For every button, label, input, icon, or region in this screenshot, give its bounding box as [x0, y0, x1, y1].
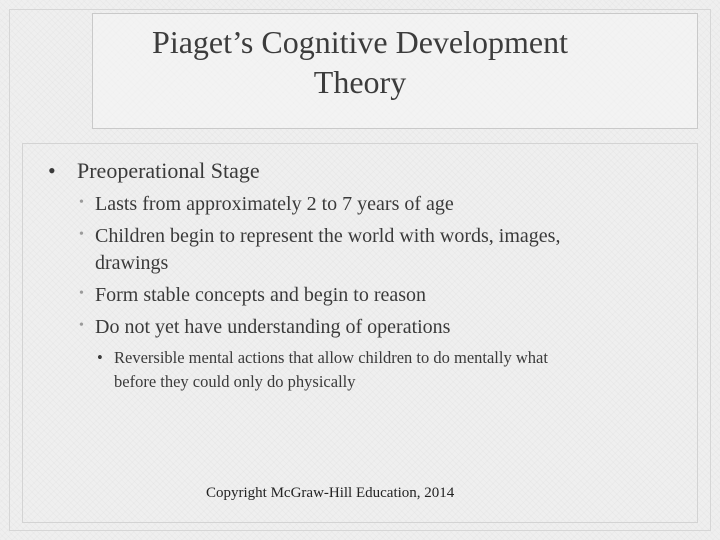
sub-sub-bullet-reversible-line2: before they could only do physically	[114, 372, 356, 391]
title-line-2: Theory	[313, 64, 407, 100]
sub-bullet-marker: •	[79, 286, 84, 301]
sub-bullet-age-range: Lasts from approximately 2 to 7 years of age	[95, 193, 454, 215]
sub-bullet-operations: Do not yet have understanding of operations	[95, 316, 451, 338]
sub-sub-bullet-marker: •	[97, 348, 103, 367]
title-line-1: Piaget’s Cognitive Development	[152, 24, 568, 60]
bullet-preoperational-stage: Preoperational Stage	[77, 158, 260, 183]
copyright-footer: Copyright McGraw-Hill Education, 2014	[206, 485, 455, 501]
sub-sub-bullet-reversible-line1: Reversible mental actions that allow children to do mentally what	[114, 348, 548, 367]
sub-bullet-stable-concepts: Form stable concepts and begin to reason	[95, 284, 427, 306]
slide-title	[0, 22, 720, 102]
sub-bullet-represent-world-line2: drawings	[95, 252, 169, 274]
sub-bullet-represent-world-line1: Children begin to represent the world with words, images,	[95, 225, 561, 247]
sub-bullet-marker: •	[79, 227, 84, 242]
bullet-marker: •	[48, 158, 56, 183]
sub-bullet-marker: •	[79, 195, 84, 210]
sub-bullet-marker: •	[79, 318, 84, 333]
